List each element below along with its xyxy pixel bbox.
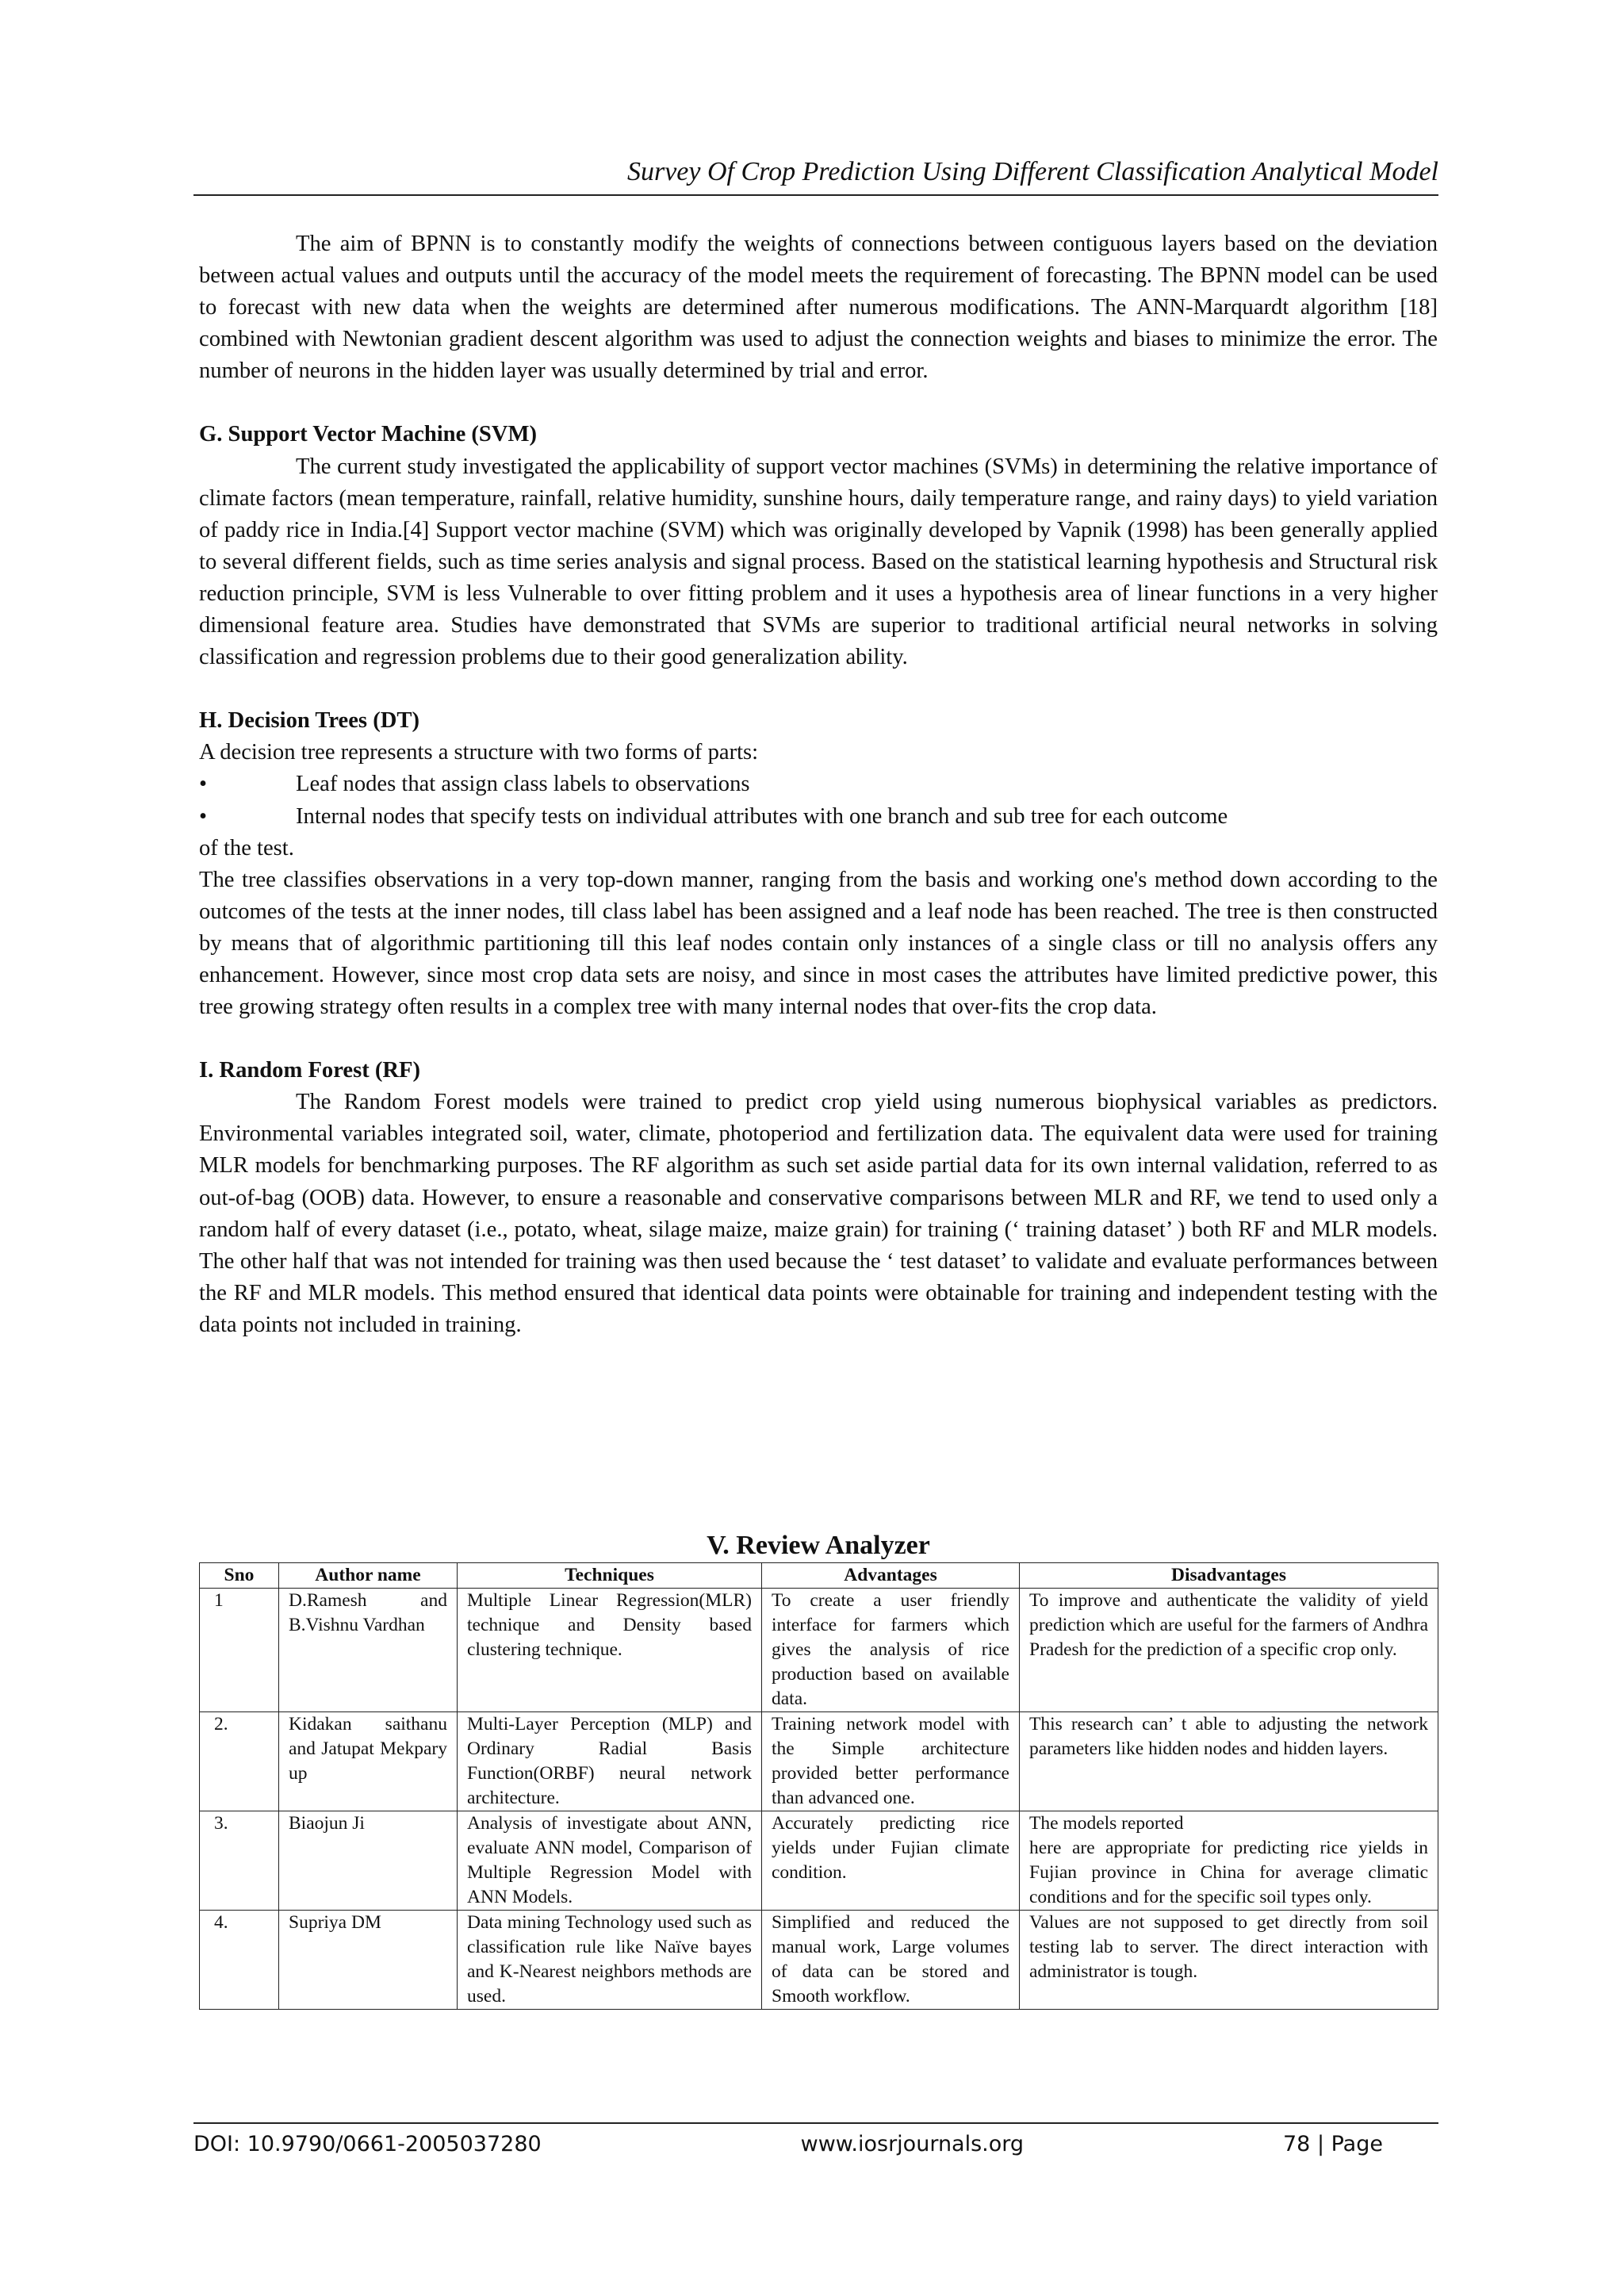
- table-header-row: [200, 1563, 1438, 1589]
- cell-sno: 1: [200, 1589, 279, 1712]
- cell-techniques: Multi-Layer Perception (MLP) and Ordinary Radial Basis Function(ORBF) neural network architecture.: [458, 1712, 762, 1811]
- bullet-text: Internal nodes that specify tests on individual attributes with one branch and sub tree for each outcome: [296, 803, 1228, 829]
- cell-author: Biaojun Ji: [279, 1811, 458, 1911]
- dt-paragraph: The tree classifies observations in a very top-down manner, ranging from the basis and working one's method down according to the outcomes of the tests at the inner nodes, till class label has been assigned and a leaf node has been reached. The tree is then constructed by means that of algorithmic partitioning till this leaf nodes contain only instances of a single class or till no analysis offers any enhancement. However, since most crop data sets are noisy, and since in most cases the attributes have limited predictive power, this tree growing strategy often results in a complex tree with many internal nodes that over-fits the crop data.: [199, 867, 1438, 1020]
- bpnn-paragraph: The aim of BPNN is to constantly modify the weights of connections between contiguous layers based on the deviation between actual values and outputs until the accuracy of the model meets the requirement of forecasting. The BPNN model can be used to forecast with new data when the weights are determined after numerous modifications. The ANN-Marquardt algorithm [18] combined with Newtonian gradient descent algorithm was used to adjust the connection weights and biases to minimize the error. The number of neurons in the hidden layer was usually determined by trial and error.: [199, 232, 1438, 384]
- table-row: [200, 1712, 1438, 1811]
- cell-sno: 4.: [200, 1911, 279, 2010]
- footer-website: www.iosrjournals.org: [800, 2132, 1025, 2156]
- cell-disadvantages: [1020, 1811, 1438, 1911]
- rf-paragraph: The Random Forest models were trained to predict crop yield using numerous biophysical variables as predictors. Environmental variables integrated soil, water, climate, photoperiod and fertilization data. The equivalent data were used for training MLR models for benchmarking purposes. The RF algorithm as such set aside partial data for its own internal validation, referred to as out-of-bag (OOB) data. However, to ensure a reasonable and conservative comparisons between MLR and RF, we tend to used only a random half of every dataset (i.e., potato, wheat, silage maize, maize grain) for training (‘ training dataset’ ) both RF and MLR models. The other half that was not intended for training was then used because the ‘ test dataset’ to validate and evaluate performances between the RF and MLR models. This method ensured that identical data points were obtainable for training and independent testing with the data points not included in training.: [199, 1090, 1438, 1337]
- dt-heading: H. Decision Trees (DT): [199, 708, 419, 734]
- cell-disadvantages: To improve and authenticate the validity of yield prediction which are useful for the farmers of Andhra Pradesh for the prediction of a specific crop only.: [1020, 1589, 1438, 1712]
- bullet-icon: •: [199, 803, 208, 829]
- cell-disadvantages: This research can’ t able to adjusting the network parameters like hidden nodes and hidden layers.: [1020, 1712, 1438, 1811]
- cell-techniques: Analysis of investigate about ANN, evaluate ANN model, Comparison of Multiple Regression Model with ANN Models.: [458, 1811, 762, 1911]
- rf-heading: I. Random Forest (RF): [199, 1058, 421, 1083]
- cell-advantages: Accurately predicting rice yields under Fujian climate condition.: [762, 1811, 1020, 1911]
- dt-bullet-2: [199, 801, 1438, 833]
- cell-sno: 2.: [200, 1712, 279, 1811]
- svm-heading: G. Support Vector Machine (SVM): [199, 422, 537, 447]
- footer-doi: DOI: 10.9790/0661-2005037280: [193, 2132, 542, 2156]
- bullet-icon: •: [199, 772, 208, 797]
- cell-advantages: Simplified and reduced the manual work, Large volumes of data can be stored and Smooth workflow.: [762, 1911, 1020, 2010]
- column-header-author: Author name: [279, 1563, 458, 1589]
- cell-sno: 3.: [200, 1811, 279, 1911]
- dt-intro: A decision tree represents a structure with two forms of parts:: [199, 740, 759, 765]
- bullet-text: Leaf nodes that assign class labels to observations: [296, 772, 750, 797]
- column-header-techniques: Techniques: [458, 1563, 762, 1589]
- cell-techniques: Data mining Technology used such as classification rule like Naïve bayes and K-Nearest neighbors methods are used.: [458, 1911, 762, 2010]
- table-row: [200, 1811, 1438, 1911]
- cell-disadvantages: Values are not supposed to get directly from soil testing lab to server. The direct interaction with administrator is tough.: [1020, 1911, 1438, 2010]
- cell-techniques: Multiple Linear Regression(MLR) technique and Density based clustering technique.: [458, 1589, 762, 1712]
- dt-bullet-1: [199, 769, 1438, 800]
- cell-author: D.Ramesh and B.Vishnu Vardhan: [279, 1589, 458, 1712]
- table-row: [200, 1911, 1438, 2010]
- cell-advantages: Training network model with the Simple architecture provided better performance than advanced one.: [762, 1712, 1020, 1811]
- cell-advantages: To create a user friendly interface for farmers which gives the analysis of rice production based on available data.: [762, 1589, 1020, 1712]
- review-section-title: V. Review Analyzer: [707, 1531, 930, 1560]
- cell-author: Kidakan saithanu and Jatupat Mekpary up: [279, 1712, 458, 1811]
- running-header: Survey Of Crop Prediction Using Different Classification Analytical Model: [193, 153, 1438, 196]
- main-content: [199, 228, 1438, 1341]
- column-header-advantages: Advantages: [762, 1563, 1020, 1589]
- review-table: [199, 1562, 1438, 2010]
- table-row: [200, 1589, 1438, 1712]
- svm-paragraph: The current study investigated the applicability of support vector machines (SVMs) in determining the relative importance of climate factors (mean temperature, rainfall, relative humidity, sunshine hours, daily temperature range, and rainy days) to yield variation of paddy rice in India.[4] Support vector machine (SVM) which was originally developed by Vapnik (1998) has been generally applied to several different fields, such as time series analysis and signal process. Based on the statistical learning hypothesis and Structural risk reduction principle, SVM is less Vulnerable to over fitting problem and it uses a hypothesis area of linear functions in a very higher dimensional feature area. Studies have demonstrated that SVMs are superior to traditional artificial neural networks in solving classification and regression problems due to their good generalization ability.: [199, 454, 1438, 670]
- column-header-sno: Sno: [200, 1563, 279, 1589]
- cell-author: Supriya DM: [279, 1911, 458, 2010]
- page-footer: [193, 2122, 1438, 2160]
- cell-disadvantages-first-line: The models reported: [1029, 1813, 1184, 1834]
- column-header-disadvantages: Disadvantages: [1020, 1563, 1438, 1589]
- cell-disadvantages-rest: here are appropriate for predicting rice yields in Fujian province in China for average climatic conditions and for the specific soil types only.: [1029, 1838, 1428, 1907]
- footer-page-number: 78 | Page: [1283, 2132, 1383, 2156]
- dt-bullet-wrap: of the test.: [199, 835, 294, 861]
